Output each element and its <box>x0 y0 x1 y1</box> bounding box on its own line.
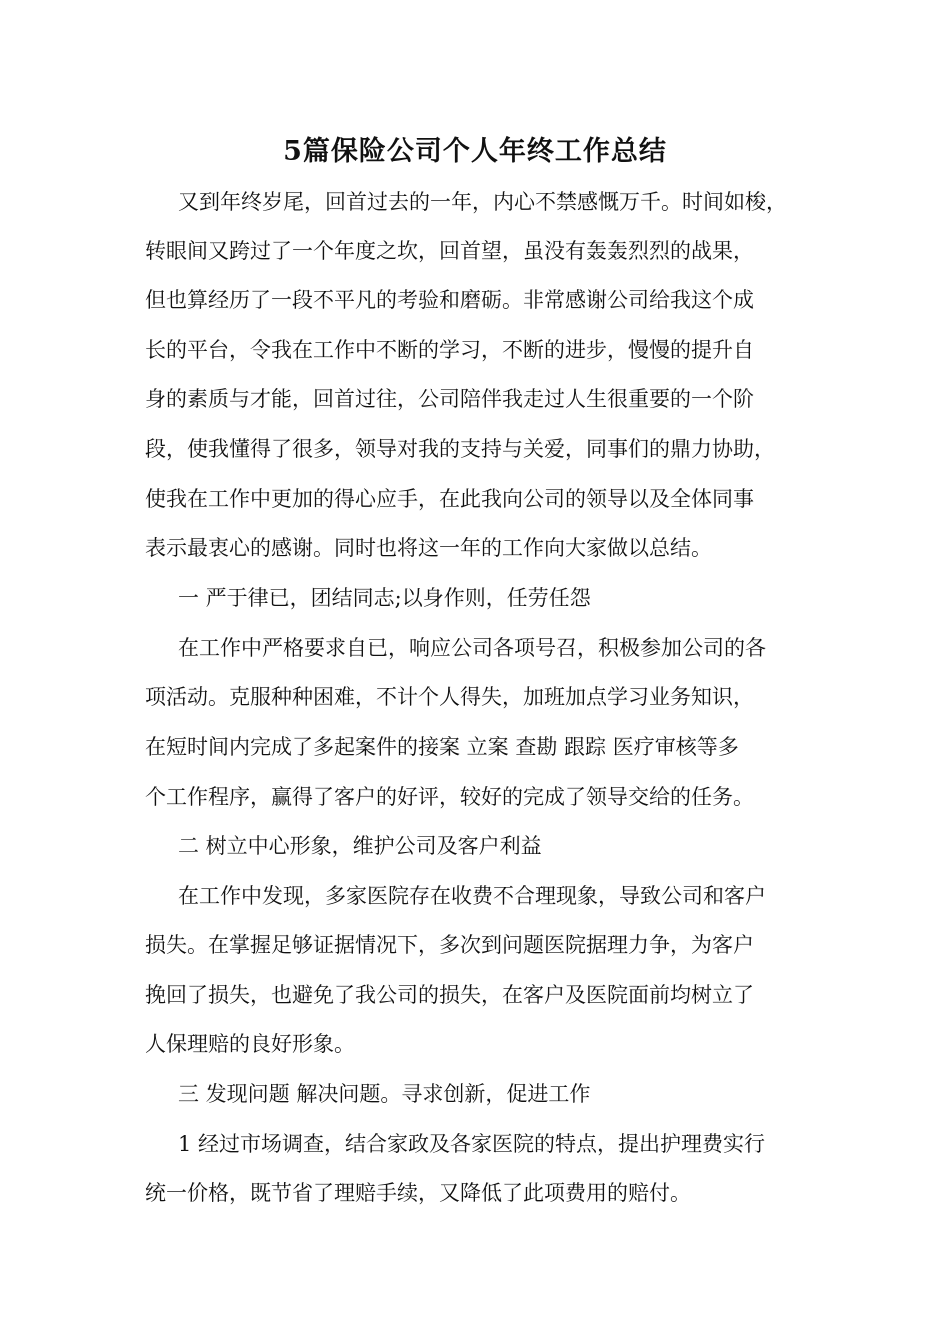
text-line: 在短时间内完成了多起案件的接案 立案 查勘 跟踪 医疗审核等多 <box>145 735 739 759</box>
section-heading: 三 发现问题 解决问题。寻求创新，促进工作 <box>178 1082 591 1106</box>
text-line: 个工作程序，赢得了客户的好评，较好的完成了领导交给的任务。 <box>145 785 754 809</box>
text-line: 身的素质与才能，回首过往，公司陪伴我走过人生很重要的一个阶 <box>145 387 754 411</box>
text-line: 在工作中发现，多家医院存在收费不合理现象，导致公司和客户 <box>178 884 766 908</box>
text-line: 项活动。克服种种困难，不计个人得失，加班加点学习业务知识， <box>145 685 754 709</box>
text-line: 损失。在掌握足够证据情况下，多次到问题医院据理力争，为客户 <box>145 933 754 957</box>
text-line: 又到年终岁尾，回首过去的一年，内心不禁感慨万千。时间如梭， <box>178 190 787 214</box>
text-line: 挽回了损失，也避免了我公司的损失，在客户及医院面前均树立了 <box>145 983 754 1007</box>
text-line: 转眼间又跨过了一个年度之坎，回首望，虽没有轰轰烈烈的战果， <box>145 239 754 263</box>
text-line: 表示最衷心的感谢。同时也将这一年的工作向大家做以总结。 <box>145 536 712 560</box>
text-line: 长的平台，令我在工作中不断的学习，不断的进步，慢慢的提升自 <box>145 338 754 362</box>
text-line: 段，使我懂得了很多，领导对我的支持与关爱，同事们的鼎力协助， <box>145 437 775 461</box>
section-heading: 一 严于律已，团结同志;以身作则，任劳任怨 <box>178 586 591 610</box>
text-line: 在工作中严格要求自已，响应公司各项号召，积极参加公司的各 <box>178 636 766 660</box>
text-line: 使我在工作中更加的得心应手，在此我向公司的领导以及全体同事 <box>145 487 754 511</box>
text-line: 1 经过市场调查，结合家政及各家医院的特点，提出护理费实行 <box>178 1132 766 1156</box>
text-line: 人保理赔的良好形象。 <box>145 1032 355 1056</box>
text-line: 统一价格，既节省了理赔手续，又降低了此项费用的赔付。 <box>145 1181 691 1205</box>
document-title: 5篇保险公司个人年终工作总结 <box>283 136 667 167</box>
text-line: 但也算经历了一段不平凡的考验和磨砺。非常感谢公司给我这个成 <box>145 288 754 312</box>
section-heading: 二 树立中心形象，维护公司及客户利益 <box>178 834 542 858</box>
